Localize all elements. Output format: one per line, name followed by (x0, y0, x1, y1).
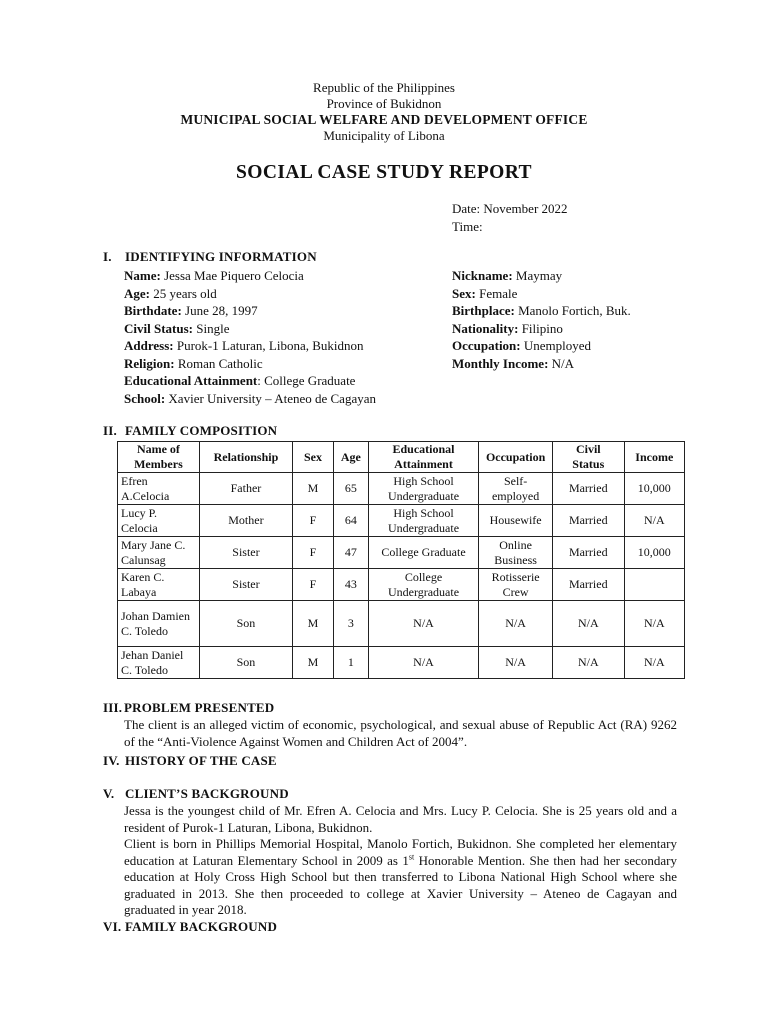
table-cell: Mary Jane C. Calunsag (118, 537, 200, 569)
table-cell: Son (199, 647, 292, 679)
table-cell: N/A (368, 601, 479, 647)
table-cell: Karen C. Labaya (118, 569, 200, 601)
table-cell: Son (199, 601, 292, 647)
report-date: Date: November 2022 (452, 201, 568, 216)
header-municipality: Municipality of Libona (323, 128, 445, 143)
table-cell: M (293, 601, 334, 647)
info-birthplace: Birthplace: Manolo Fortich, Buk. (452, 303, 631, 318)
section-number: III. (103, 700, 123, 715)
table-cell: 3 (333, 601, 368, 647)
column-header: Sex (293, 442, 334, 473)
section-heading: FAMILY BACKGROUND (125, 919, 278, 934)
column-header: Name of Members (118, 442, 200, 473)
header-republic: Republic of the Philippines (313, 80, 455, 95)
table-cell: 47 (333, 537, 368, 569)
section-history-of-the-case (103, 753, 277, 769)
table-cell: Johan Damien C. Toledo (118, 601, 200, 647)
table-cell: Efren A.Celocia (118, 473, 200, 505)
table-cell: 64 (333, 505, 368, 537)
table-cell: M (293, 647, 334, 679)
column-header: Age (333, 442, 368, 473)
info-nationality: Nationality: Filipino (452, 320, 563, 336)
table-cell: F (293, 537, 334, 569)
section-number: IV. (103, 753, 120, 768)
table-cell: Married (552, 473, 624, 505)
info-occupation: Occupation: Unemployed (452, 338, 592, 353)
section-family-composition (103, 423, 277, 439)
table-cell: Father (199, 473, 292, 505)
client-background-paragraph-2: Client is born in Phillips Memorial Hospital, Manolo Fortich, Bukidnon. She completed her elementary education at Laturan Elementary School in 2009 as 1st Honorable Mention. She then had her secondary education at Holy Cross High School but then transferred to Libona National High School where she graduated in 2013. She then proceeded to college at Xavier University – Ateneo de Cagayan and graduated in year 2018. (124, 836, 677, 917)
table-cell: 10,000 (624, 537, 684, 569)
table-cell: Rotisserie Crew (479, 569, 553, 601)
table-cell: M (293, 473, 334, 505)
table-cell: College Undergraduate (368, 569, 479, 601)
section-family-background (103, 919, 277, 935)
table-row (118, 505, 685, 537)
table-cell: High School Undergraduate (368, 473, 479, 505)
table-cell: 65 (333, 473, 368, 505)
client-background-paragraph-1: Jessa is the youngest child of Mr. Efren A. Celocia and Mrs. Lucy P. Celocia. She is 25 years old and a resident of Purok-1 Laturan, Libona, Bukidnon. (124, 803, 677, 835)
info-civil-status: Civil Status: Single (124, 320, 230, 336)
table-cell: High School Undergraduate (368, 505, 479, 537)
table-header-row (118, 442, 685, 473)
table-cell: Married (552, 537, 624, 569)
header-province: Province of Bukidnon (326, 96, 442, 111)
table-cell: F (293, 569, 334, 601)
table-cell: N/A (624, 505, 684, 537)
table-cell: Jehan Daniel C. Toledo (118, 647, 200, 679)
table-cell: Mother (199, 505, 292, 537)
section-number: II. (103, 423, 117, 438)
table-cell: Married (552, 569, 624, 601)
section-heading: CLIENT’S BACKGROUND (125, 786, 289, 801)
table-cell: College Graduate (368, 537, 479, 569)
info-name: Name: Jessa Mae Piquero Celocia (124, 268, 304, 283)
info-nickname: Nickname: Maymay (452, 268, 563, 283)
report-time: Time: (452, 219, 483, 234)
info-age: Age: 25 years old (124, 285, 217, 301)
column-header: Educational Attainment (368, 442, 479, 473)
section-problem-presented (103, 700, 274, 716)
info-monthly-income: Monthly Income: N/A (452, 355, 575, 371)
table-cell: Sister (199, 569, 292, 601)
info-birthdate: Birthdate: June 28, 1997 (124, 303, 258, 318)
table-cell: Self-employed (479, 473, 553, 505)
section-heading: HISTORY OF THE CASE (125, 753, 277, 768)
table-cell: N/A (479, 601, 553, 647)
table-cell: N/A (479, 647, 553, 679)
table-cell: 1 (333, 647, 368, 679)
column-header: Income (624, 442, 684, 473)
table-cell (624, 569, 684, 601)
section-number: VI. (103, 919, 122, 934)
table-cell: Married (552, 505, 624, 537)
section-heading: FAMILY COMPOSITION (125, 423, 278, 438)
info-sex: Sex: Female (452, 285, 518, 301)
table-cell: N/A (624, 647, 684, 679)
table-cell: N/A (368, 647, 479, 679)
table-row (118, 569, 685, 601)
problem-text: The client is an alleged victim of economic, psychological, and sexual abuse of Republic Act (RA) 9262 of the “Anti-Violence Against Women and Children Act of 2004”. (124, 717, 677, 749)
table-cell: Housewife (479, 505, 553, 537)
table-cell: Online Business (479, 537, 553, 569)
info-school: School: Xavier University – Ateneo de Cagayan (124, 390, 376, 406)
section-identifying-information (103, 249, 317, 265)
section-heading: PROBLEM PRESENTED (124, 700, 275, 715)
column-header: Occupation (479, 442, 553, 473)
table-cell: 10,000 (624, 473, 684, 505)
table-row (118, 601, 685, 647)
section-number: I. (103, 249, 112, 264)
info-educational-attainment: Educational Attainment: College Graduate (124, 373, 356, 388)
section-clients-background (103, 786, 289, 802)
table-cell: N/A (552, 601, 624, 647)
table-cell: N/A (552, 647, 624, 679)
table-cell: 43 (333, 569, 368, 601)
table-row (118, 647, 685, 679)
section-number: V. (103, 786, 115, 801)
table-cell: Lucy P. Celocia (118, 505, 200, 537)
family-composition-table (117, 441, 685, 679)
report-title: SOCIAL CASE STUDY REPORT (236, 162, 532, 183)
column-header: Relationship (199, 442, 292, 473)
table-row (118, 473, 685, 505)
table-row (118, 537, 685, 569)
info-religion: Religion: Roman Catholic (124, 355, 263, 371)
table-cell: N/A (624, 601, 684, 647)
table-cell: Sister (199, 537, 292, 569)
section-heading: IDENTIFYING INFORMATION (125, 249, 317, 264)
column-header: Civil Status (552, 442, 624, 473)
header-office: MUNICIPAL SOCIAL WELFARE AND DEVELOPMENT OFFICE (180, 112, 588, 127)
table-cell: F (293, 505, 334, 537)
info-address: Address: Purok-1 Laturan, Libona, Bukidnon (124, 338, 364, 353)
